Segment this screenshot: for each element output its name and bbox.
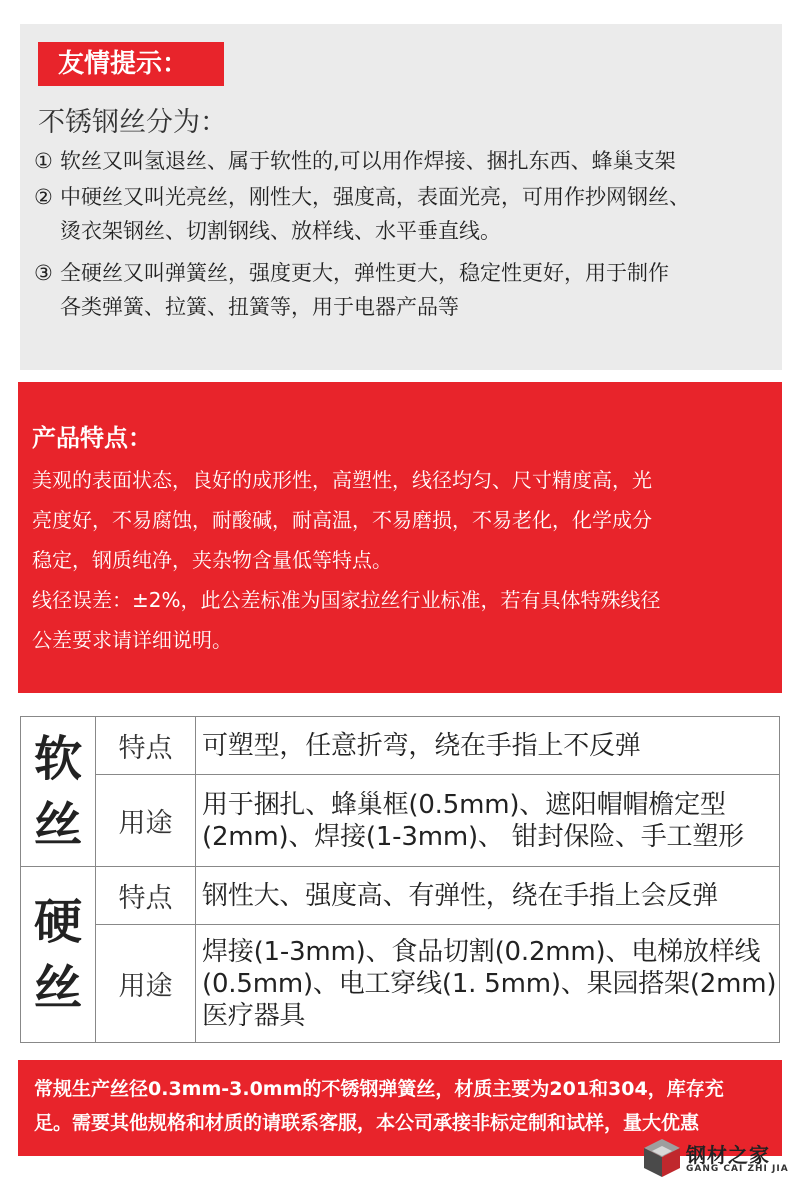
- feature-line: 亮度好，不易腐蚀，耐酸碱，耐高温，不易磨损，不易老化，化学成分: [32, 508, 652, 532]
- item-number: ③: [34, 261, 53, 285]
- soft-usage-value: [196, 775, 780, 867]
- category-char: 丝: [33, 796, 82, 853]
- usage-line: 医疗器具: [202, 1000, 306, 1031]
- usage-line: (2mm)、焊接(1-3mm)、 钳封保险、手工塑形: [202, 821, 744, 852]
- item-line: 全硬丝又叫弹簧丝，强度更大，弹性更大，稳定性更好，用于制作: [60, 261, 669, 285]
- item-number: ①: [34, 149, 53, 173]
- attr-label-feature: 特点: [96, 867, 196, 925]
- tips-item-2: [34, 180, 690, 248]
- feature-panel: [18, 382, 782, 693]
- wire-comparison-table: [20, 716, 780, 1043]
- item-number: ②: [34, 185, 53, 209]
- tips-item-3: [34, 256, 669, 324]
- attr-label-usage: 用途: [96, 775, 196, 867]
- feature-line: 公差要求请详细说明。: [32, 628, 232, 652]
- item-line: 中硬丝又叫光亮丝，刚性大，强度高，表面光亮，可用作抄网钢丝、: [60, 185, 690, 209]
- item-line: 烫衣架钢丝、切割钢线、放样线、水平垂直线。: [60, 219, 501, 243]
- category-hard-wire: [21, 867, 96, 1043]
- table-row: [21, 867, 780, 925]
- notice-line: 足。需要其他规格和材质的请联系客服，本公司承接非标定制和试样，量大优惠: [34, 1112, 700, 1134]
- feature-line: 线径误差：±2%，此公差标准为国家拉丝行业标准，若有具体特殊线径: [32, 588, 661, 612]
- logo-name-cn: 钢材之家: [686, 1143, 770, 1167]
- cube-logo-icon: [642, 1137, 682, 1179]
- table-row: [21, 925, 780, 1043]
- soft-feature-value: 可塑型，任意折弯，绕在手指上不反弹: [196, 717, 780, 775]
- category-char: 软: [33, 730, 82, 787]
- table-row: [21, 717, 780, 775]
- feature-line: 稳定，钢质纯净，夹杂物含量低等特点。: [32, 548, 392, 572]
- logo-name-en: GANG CAI ZHI JIA: [686, 1164, 789, 1174]
- tips-heading: 不锈钢丝分为：: [38, 107, 227, 138]
- feature-title: 产品特点：: [32, 424, 152, 452]
- feature-body: [32, 460, 772, 660]
- tips-item-1: [34, 144, 676, 178]
- usage-line: 焊接(1-3mm)、食品切割(0.2mm)、电梯放样线: [202, 936, 761, 967]
- category-soft-wire: [21, 717, 96, 867]
- tips-badge: 友情提示：: [38, 42, 224, 86]
- brand-logo: [642, 1137, 792, 1183]
- usage-line: (0.5mm)、电工穿线(1. 5mm)、果园搭架(2mm): [202, 968, 777, 999]
- attr-label-feature: 特点: [96, 717, 196, 775]
- feature-line: 美观的表面状态，良好的成形性，高塑性，线径均匀、尺寸精度高，光: [32, 468, 652, 492]
- item-line: 软丝又叫氢退丝、属于软性的,可以用作焊接、捆扎东西、蜂巢支架: [60, 149, 676, 173]
- attr-label-usage: 用途: [96, 925, 196, 1043]
- table-row: [21, 775, 780, 867]
- category-char: 硬: [33, 893, 82, 950]
- tips-panel: [20, 24, 782, 370]
- usage-line: 用于捆扎、蜂巢框(0.5mm)、遮阳帽帽檐定型: [202, 789, 726, 820]
- category-char: 丝: [33, 959, 82, 1016]
- item-line: 各类弹簧、拉簧、扭簧等，用于电器产品等: [60, 295, 459, 319]
- notice-line: 常规生产丝径0.3mm-3.0mm的不锈钢弹簧丝，材质主要为201和304，库存充: [34, 1078, 724, 1100]
- hard-feature-value: 钢性大、强度高、有弹性，绕在手指上会反弹: [196, 867, 780, 925]
- hard-usage-value: [196, 925, 780, 1043]
